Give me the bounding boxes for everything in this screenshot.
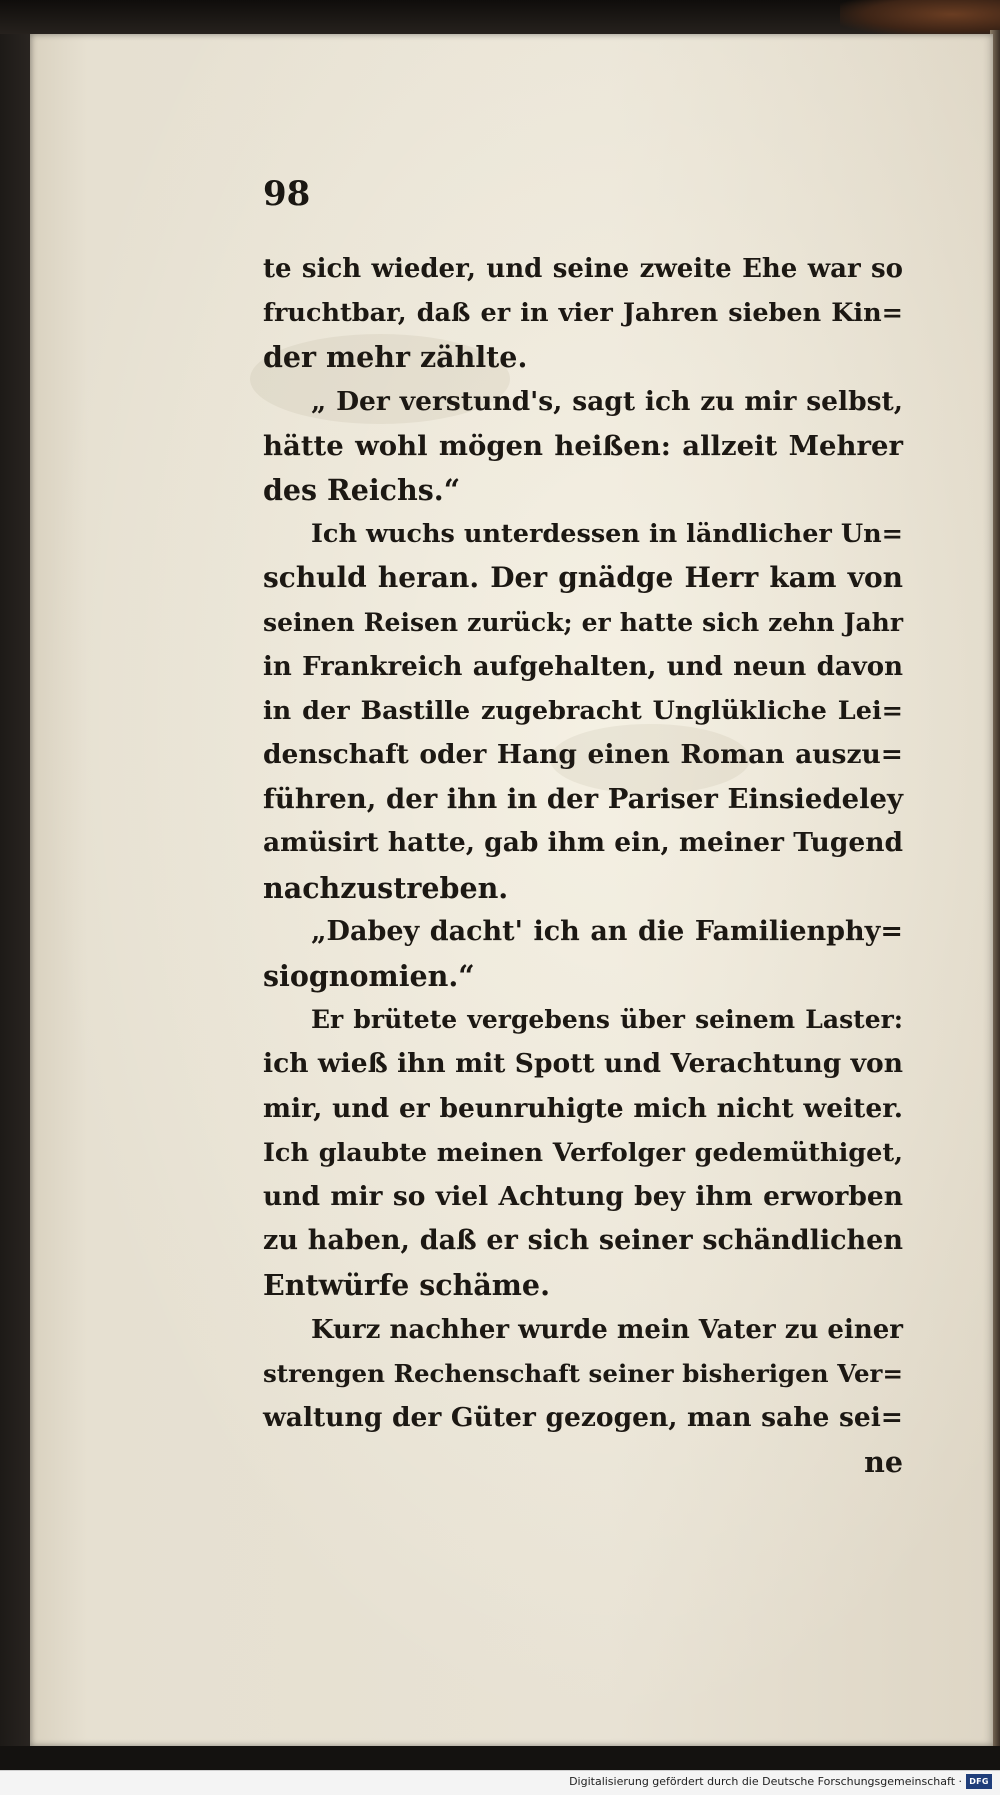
digitization-footer [0,1770,1000,1795]
funding-credit: Digitalisierung gefördert durch die Deutsche Forschungsgemeinschaft · [569,1775,962,1788]
text-line: führen, der ihn in der Pariser Einsiedeley [263,783,903,816]
text-line: denschaft oder Hang einen Roman auszu= [263,739,903,771]
text-line: Ich wuchs unterdessen in ländlicher Un= [311,519,903,550]
catchword: ne [864,1445,903,1480]
text-line: te sich wieder, und seine zweite Ehe war so [263,254,903,284]
text-line: siognomien.“ [263,959,475,993]
text-line: Er brütete vergebens über seinem Laster: [311,1005,903,1035]
text-line: strengen Rechenschaft seiner bisherigen Ver= [263,1358,903,1388]
text-line: fruchtbar, daß er in vier Jahren sieben Kin= [263,298,903,329]
text-line: und mir so viel Achtung bey ihm erworben [263,1180,903,1212]
text-line: ich wieß ihn mit Spott und Verachtung von [263,1048,903,1080]
text-line: nachzustreben. [263,870,509,905]
text-line: schuld heran. Der gnädge Herr kam von [263,561,903,595]
text-line: der mehr zählte. [263,340,528,375]
scan-bottom-edge [0,1746,1000,1770]
text-line: Ich glaubte meinen Verfolger gedemüthiget, [263,1137,903,1168]
text-line: mir, und er beunruhigte mich nicht weiter. [263,1092,903,1124]
text-line: Entwürfe schäme. [263,1268,550,1303]
text-line: in Frankreich aufgehalten, und neun davon [263,651,903,682]
text-line: des Reichs.“ [263,472,461,507]
text-line: hätte wohl mögen heißen: allzeit Mehrer [263,429,903,462]
text-line: waltung der Güter gezogen, man sahe sei= [263,1401,903,1433]
text-line: seinen Reisen zurück; er hatte sich zehn Jahr [263,607,903,637]
dfg-logo-icon: DFG [966,1774,992,1789]
text-line: amüsirt hatte, gab ihm ein, meiner Tugend [263,827,903,859]
page-body-text [263,247,903,1484]
text-line: „Dabey dacht' ich an die Familienphy= [311,915,903,947]
text-line: zu haben, daß er sich seiner schändlichen [263,1225,903,1257]
text-line: „ Der verstund's, sagt ich zu mir selbst, [311,385,903,417]
text-line: in der Bastille zugebracht Unglükliche Lei= [263,695,903,726]
page-number: 98 [263,174,311,214]
book-cover-corner [840,0,1000,36]
text-line: Kurz nachher wurde mein Vater zu einer [311,1314,903,1345]
